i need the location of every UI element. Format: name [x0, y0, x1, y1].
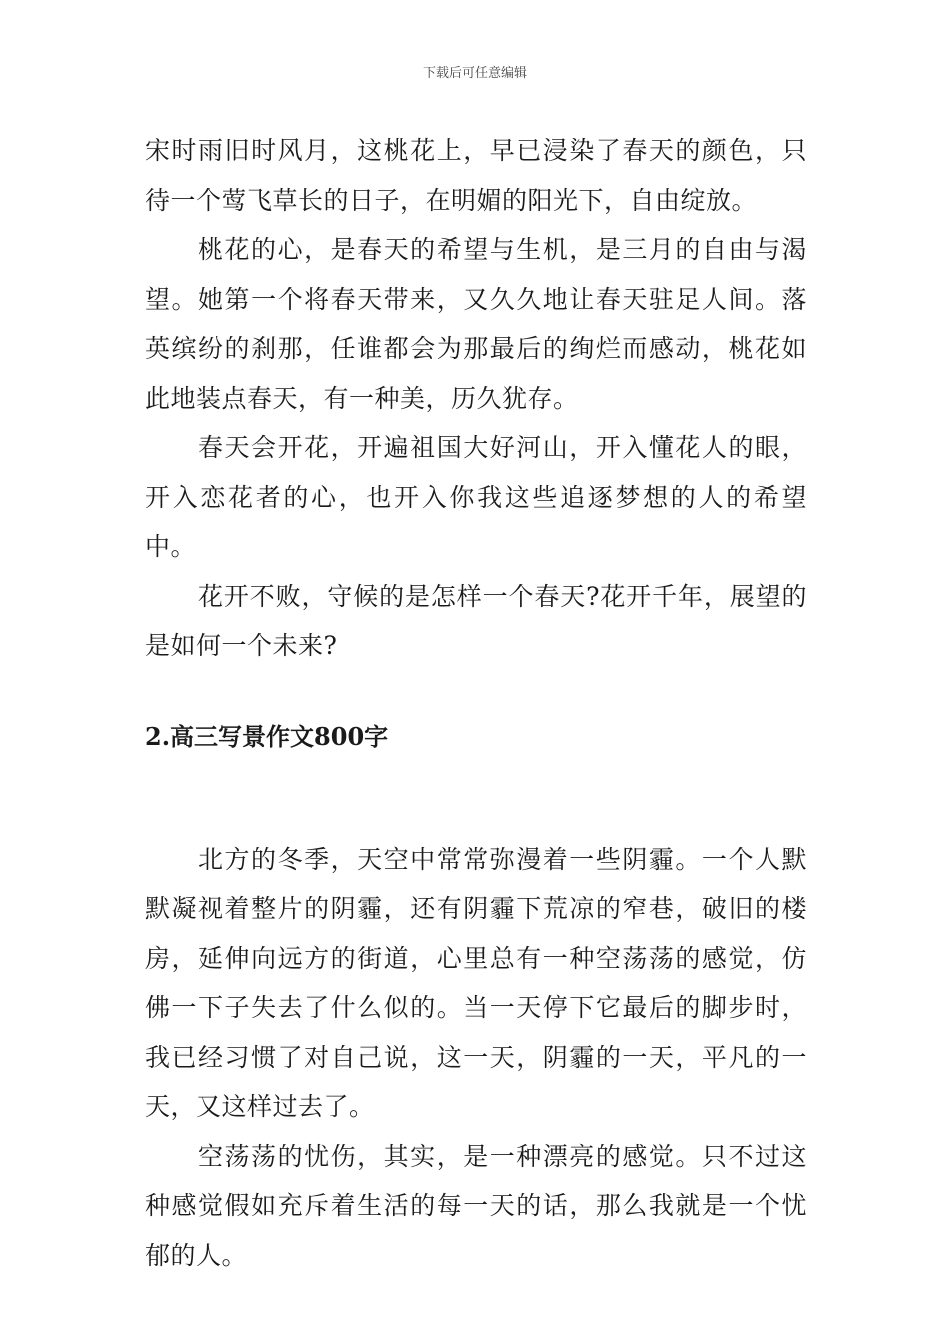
paragraph: 空荡荡的忧伤，其实，是一种漂亮的感觉。只不过这种感觉假如充斥着生活的每一天的话，那么我就是一个忧郁的人。 [145, 1141, 807, 1270]
paragraph: 花开不败，守候的是怎样一个春天?花开千年，展望的是如何一个未来? [145, 581, 807, 660]
paragraph: 春天会开花，开遍祖国大好河山，开入懂花人的眼，开入恋花者的心，也开入你我这些追逐梦想的人的希望中。 [145, 433, 807, 561]
page-header: 下载后可任意编辑 [422, 66, 527, 81]
paragraph: 北方的冬季，天空中常常弥漫着一些阴霾。一个人默默凝视着整片的阴霾，还有阴霾下荒凉的窄巷，破旧的楼房，延伸向远方的街道，心里总有一种空荡荡的感觉，仿佛一下子失去了什么似的。当一天停下它最后的脚步时，我已经习惯了对自己说，这一天，阴霾的一天，平凡的一天，又这样过去了。 [145, 844, 807, 1121]
section-title: 2.高三写景作文800字 [145, 721, 389, 751]
paragraph: 桃花的心，是春天的希望与生机，是三月的自由与渴望。她第一个将春天带来，又久久地让春天驻足人间。落英缤纷的刹那，任谁都会为那最后的绚烂而感动，桃花如此地装点春天，有一种美，历久犹存。 [145, 235, 807, 413]
paragraph-continued: 宋时雨旧时风月，这桃花上，早已浸染了春天的颜色，只待一个莺飞草长的日子，在明媚的阳光下，自由绽放。 [145, 136, 807, 215]
spacer [145, 671, 807, 717]
document-body [145, 126, 807, 1280]
spacer [145, 757, 807, 835]
